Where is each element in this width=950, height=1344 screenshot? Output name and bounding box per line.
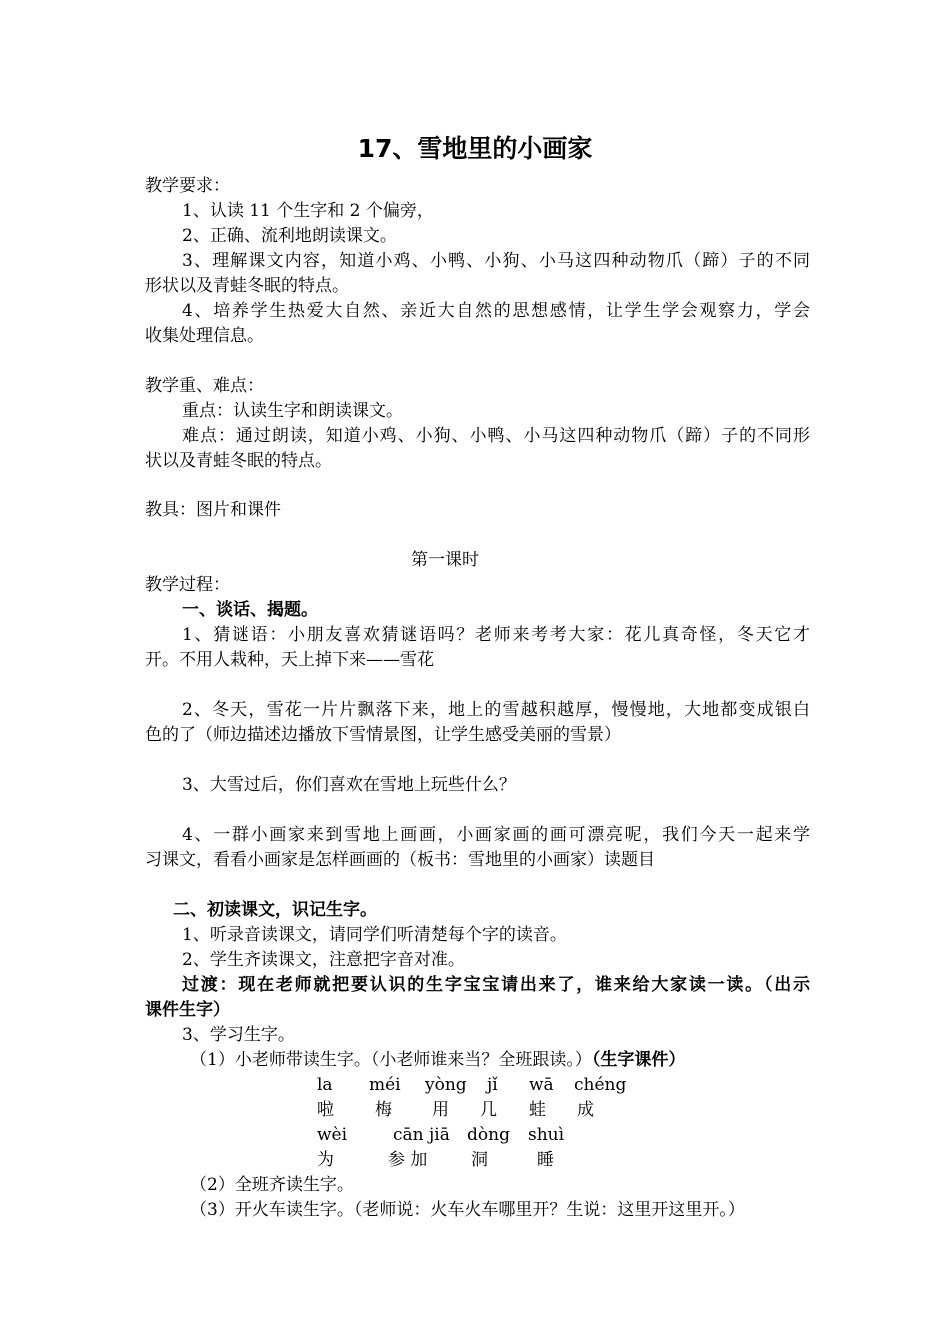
character-cell: 为 [317,1150,334,1170]
pinyin-cell: yòng [425,1075,467,1095]
character-cell: 梅 [375,1100,392,1120]
character-cell: 蛙 [529,1100,546,1120]
paragraph-continued: 开。不用人栽种，天上掉下来——雪花 [145,650,434,670]
page-title: 17、雪地里的小画家 [357,134,593,163]
pinyin-cell: chéng [574,1075,627,1095]
pinyin-cell: méi [369,1075,401,1095]
section-heading: 一、谈话、揭题。 [182,600,318,620]
step-item: 3、学习生字。 [182,1025,295,1045]
key-point-difficulty: 难点：通过朗读，知道小鸡、小狗、小鸭、小马这四种动物爪（蹄）子的不同形 [182,426,810,446]
requirement-item-continued: 收集处理信息。 [145,326,264,346]
requirement-item: 1、认读 11 个生字和 2 个偏旁， [182,201,434,221]
paragraph: 4、一群小画家来到雪地上画画，小画家画的画可漂亮呢，我们今天一起来学 [182,825,810,845]
character-cell: 参 加 [388,1150,428,1170]
lesson-label: 第一课时 [411,550,479,570]
pinyin-cell: shuì [528,1125,565,1145]
pinyin-cell: wèi [317,1125,348,1145]
pinyin-cell: wā [529,1075,554,1095]
courseware-note: （生字课件） [591,1050,686,1070]
paragraph-continued: 习课文，看看小画家是怎样画画的（板书：雪地里的小画家）读题目 [145,850,655,870]
character-cell: 几 [480,1100,497,1120]
sub-step: （3）开火车读生字。（老师说：火车火车哪里开？生说：这里开这里开。） [190,1200,745,1220]
transition-text-continued: 课件生字） [145,1000,230,1020]
character-cell: 洞 [471,1150,488,1170]
step-item: 1、听录音读课文，请同学们听清楚每个字的读音。 [182,925,567,945]
key-points-heading: 教学重、难点： [145,376,264,396]
paragraph-continued: 色的了（师边描述边播放下雪情景图，让学生感受美丽的雪景） [145,725,621,745]
key-point-focus: 重点：认读生字和朗读课文。 [182,401,403,421]
requirement-item: 4、培养学生热爱大自然、亲近大自然的思想感情，让学生学会观察力，学会 [182,301,810,321]
sub-step: （2）全班齐读生字。 [190,1175,354,1195]
pinyin-cell: dòng [467,1125,510,1145]
pinyin-cell: jǐ [487,1075,498,1095]
requirement-item-continued: 形状以及青蛙冬眠的特点。 [145,276,349,296]
character-cell: 睡 [537,1150,554,1170]
sub-step [190,1048,810,1073]
key-point-difficulty-continued: 状以及青蛙冬眠的特点。 [145,451,332,471]
character-cell: 用 [432,1100,449,1120]
paragraph: 3、大雪过后，你们喜欢在雪地上玩些什么？ [182,775,516,795]
requirements-heading: 教学要求： [145,176,230,196]
sub-step-text: （1）小老师带读生字。（小老师谁来当？全班跟读。） [190,1050,592,1070]
pinyin-cell: cān jiā [393,1125,450,1145]
process-heading: 教学过程： [145,575,230,595]
pinyin-cell: la [317,1075,333,1095]
teaching-aids: 教具：图片和课件 [145,500,281,520]
transition-text: 过渡：现在老师就把要认识的生字宝宝请出来了，谁来给大家读一读。（出示 [182,975,810,995]
character-cell: 啦 [317,1100,334,1120]
requirement-item: 2、正确、流利地朗读课文。 [182,226,397,246]
paragraph: 1、猜谜语：小朋友喜欢猜谜语吗？老师来考考大家：花儿真奇怪，冬天它才 [182,625,810,645]
paragraph: 2、冬天，雪花一片片飘落下来，地上的雪越积越厚，慢慢地，大地都变成银白 [182,700,810,720]
character-cell: 成 [577,1100,594,1120]
section-heading: 二、初读课文，识记生字。 [173,900,377,920]
requirement-item: 3、理解课文内容，知道小鸡、小鸭、小狗、小马这四种动物爪（蹄）子的不同 [182,251,810,271]
step-item: 2、学生齐读课文，注意把字音对准。 [182,950,465,970]
